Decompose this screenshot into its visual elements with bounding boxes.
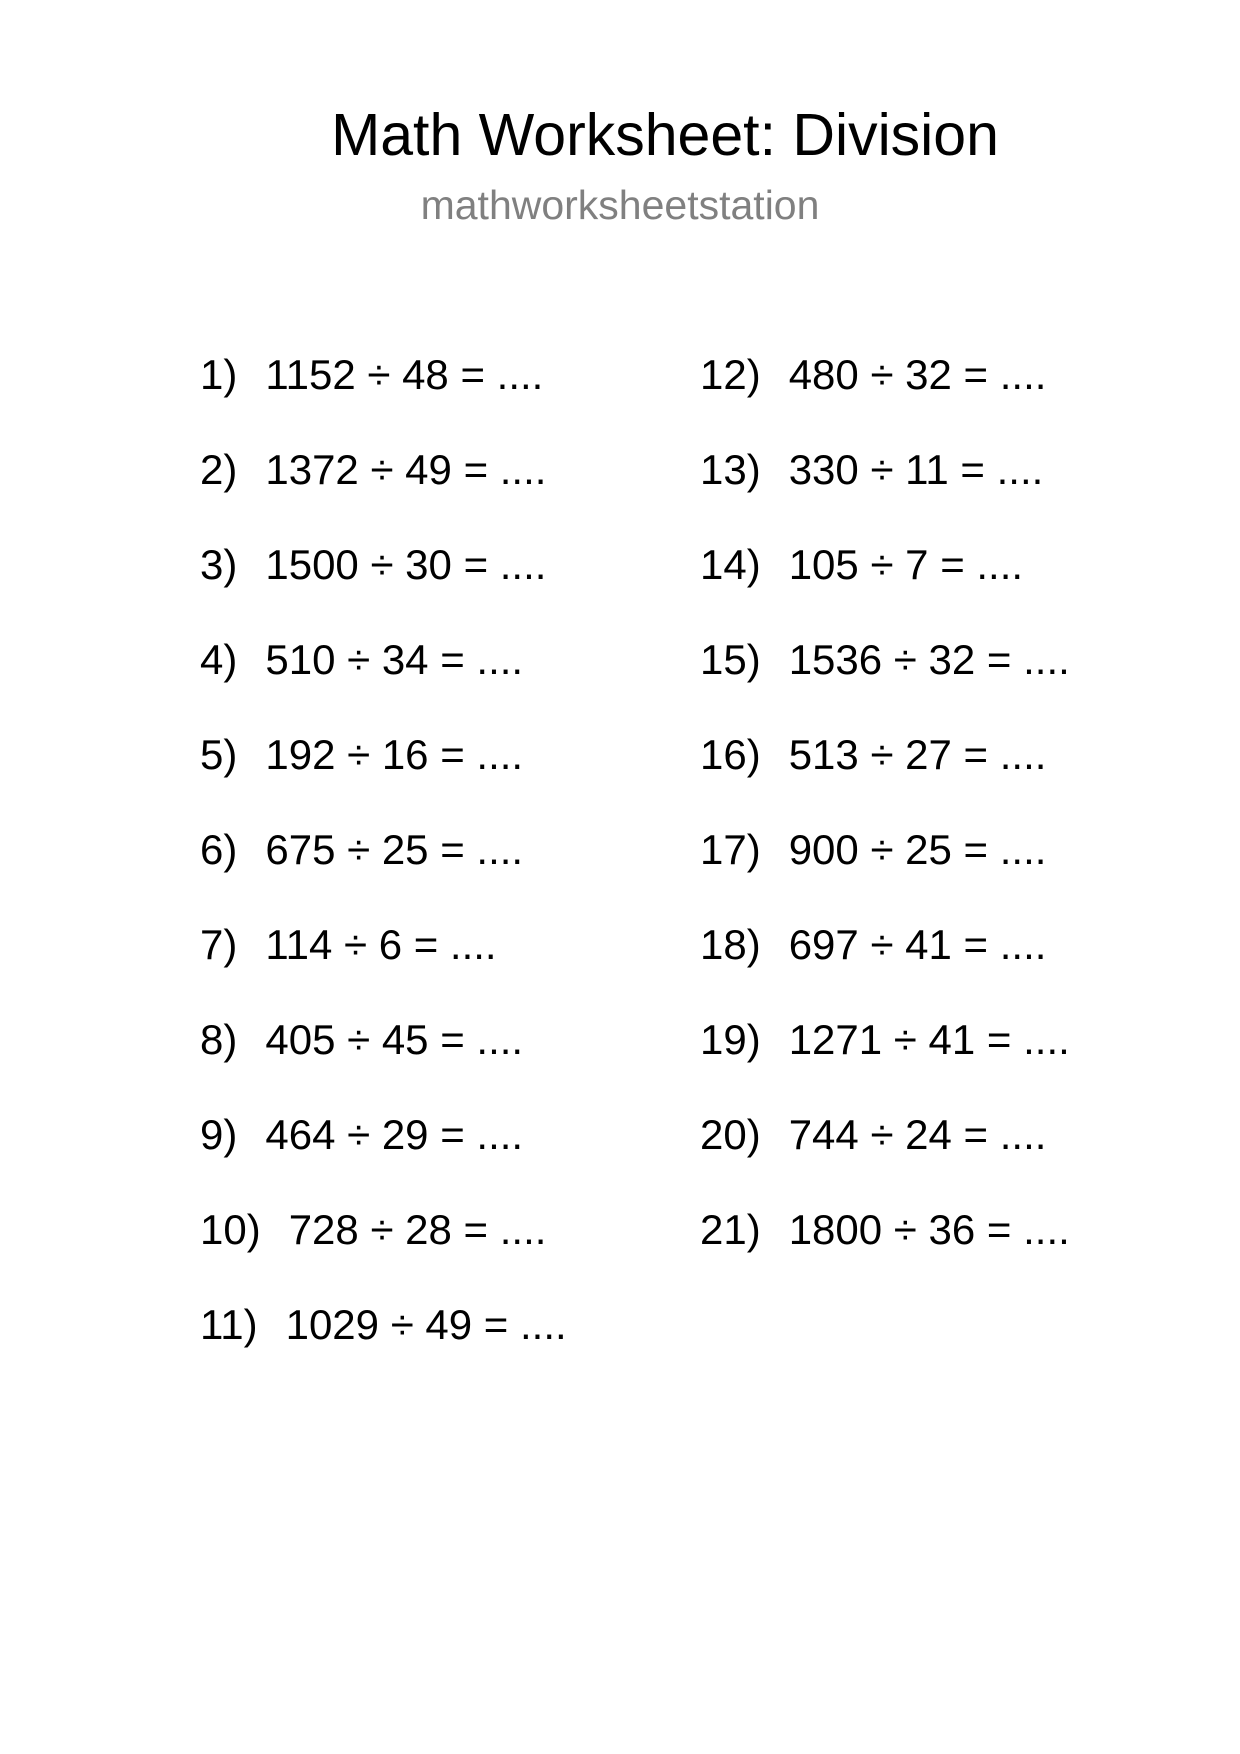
problem-item [700, 820, 1070, 915]
problem-number: 15) [700, 636, 761, 683]
worksheet-title: Math Worksheet: Division [331, 102, 999, 168]
problem-item [200, 1200, 567, 1295]
problem-expression: 510 ÷ 34 = .... [265, 636, 524, 683]
problem-expression: 1029 ÷ 49 = .... [285, 1301, 567, 1348]
problem-number: 17) [700, 826, 761, 873]
problem-number: 13) [700, 446, 761, 493]
worksheet-subtitle: mathworksheetstation [420, 182, 820, 228]
problem-number: 4) [200, 636, 238, 683]
problem-number: 18) [700, 921, 761, 968]
problem-number: 16) [700, 731, 761, 778]
problem-expression: 114 ÷ 6 = .... [265, 921, 497, 968]
problem-number: 7) [200, 921, 238, 968]
problem-item [700, 630, 1070, 725]
problem-item [200, 630, 567, 725]
problem-item [700, 1010, 1070, 1105]
problem-number: 5) [200, 731, 238, 778]
problem-number: 2) [200, 446, 238, 493]
problem-expression: 1271 ÷ 41 = .... [788, 1016, 1070, 1063]
problem-expression: 1800 ÷ 36 = .... [788, 1206, 1070, 1253]
problem-expression: 480 ÷ 32 = .... [788, 351, 1047, 398]
problem-expression: 330 ÷ 11 = .... [788, 446, 1044, 493]
problem-number: 21) [700, 1206, 761, 1253]
problem-number: 20) [700, 1111, 761, 1158]
problem-item [200, 1105, 567, 1200]
problem-number: 11) [200, 1301, 258, 1348]
problem-expression: 900 ÷ 25 = .... [788, 826, 1047, 873]
problem-expression: 192 ÷ 16 = .... [265, 731, 524, 778]
problem-item [700, 440, 1070, 535]
problem-number: 10) [200, 1206, 261, 1253]
problem-item [700, 915, 1070, 1010]
problem-expression: 675 ÷ 25 = .... [265, 826, 524, 873]
problem-expression: 464 ÷ 29 = .... [265, 1111, 524, 1158]
problem-column-left [200, 345, 567, 1390]
problem-expression: 513 ÷ 27 = .... [788, 731, 1047, 778]
problem-number: 14) [700, 541, 761, 588]
problem-item [200, 440, 567, 535]
problem-item [700, 535, 1070, 630]
problem-column-right [700, 345, 1070, 1295]
problem-item [700, 1200, 1070, 1295]
problem-expression: 1500 ÷ 30 = .... [265, 541, 547, 588]
problem-number: 8) [200, 1016, 238, 1063]
problem-item [200, 820, 567, 915]
problem-number: 9) [200, 1111, 238, 1158]
problem-expression: 1372 ÷ 49 = .... [265, 446, 547, 493]
problem-expression: 1536 ÷ 32 = .... [788, 636, 1070, 683]
problem-item [200, 1010, 567, 1105]
problem-expression: 728 ÷ 28 = .... [288, 1206, 547, 1253]
problem-expression: 744 ÷ 24 = .... [788, 1111, 1047, 1158]
problem-item [700, 725, 1070, 820]
problem-number: 12) [700, 351, 761, 398]
problem-item [200, 725, 567, 820]
problem-expression: 697 ÷ 41 = .... [788, 921, 1047, 968]
problem-item [200, 535, 567, 630]
problem-number: 1) [200, 351, 238, 398]
problem-number: 19) [700, 1016, 761, 1063]
problem-expression: 405 ÷ 45 = .... [265, 1016, 524, 1063]
problem-expression: 105 ÷ 7 = .... [788, 541, 1024, 588]
problem-item [200, 1295, 567, 1390]
problem-item [700, 345, 1070, 440]
problem-item [200, 345, 567, 440]
problem-item [200, 915, 567, 1010]
problem-expression: 1152 ÷ 48 = .... [265, 351, 544, 398]
problem-item [700, 1105, 1070, 1200]
problem-number: 3) [200, 541, 238, 588]
problem-number: 6) [200, 826, 238, 873]
